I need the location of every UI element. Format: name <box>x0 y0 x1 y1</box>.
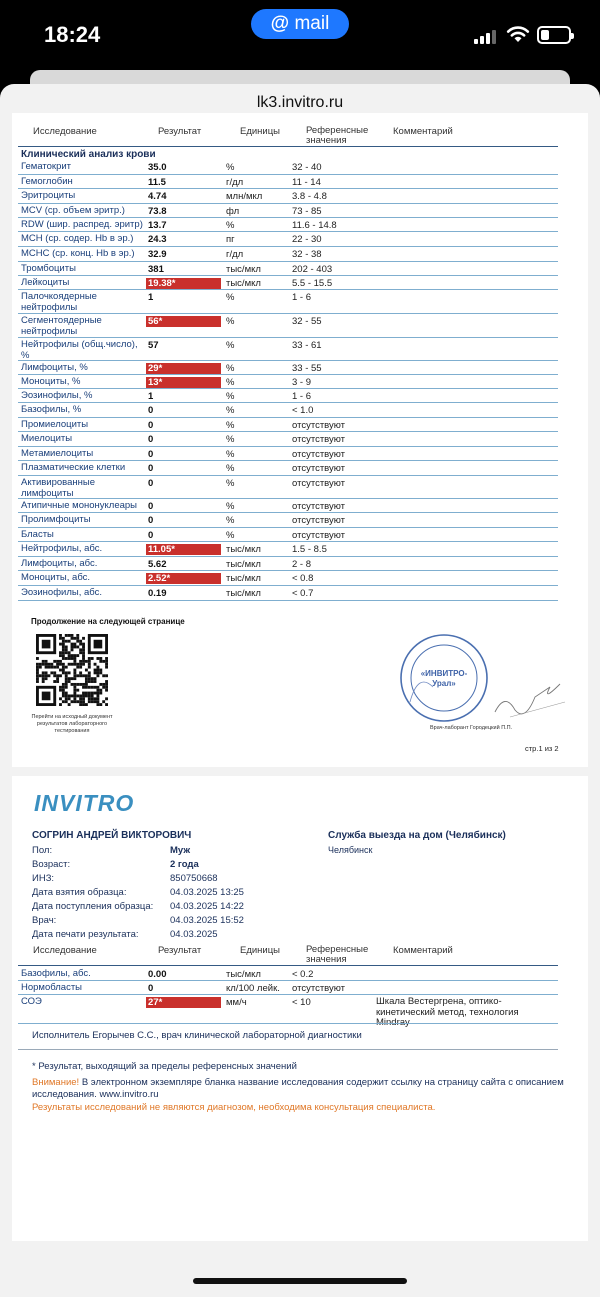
test-result: 73.8 <box>148 206 167 217</box>
test-unit: % <box>226 449 235 460</box>
row-divider <box>18 275 558 276</box>
patient-name: СОГРИН АНДРЕЙ ВИКТОРОВИЧ <box>32 830 192 841</box>
doctor-caption: Врач-лаборант Городецкий П.П. <box>430 725 513 731</box>
test-name[interactable]: Плазматические клетки <box>21 462 126 473</box>
test-reference: 32 - 38 <box>292 249 322 260</box>
row-divider <box>18 431 558 432</box>
row-divider <box>18 1023 558 1024</box>
test-reference: 22 - 30 <box>292 234 322 245</box>
mail-label: mail <box>294 13 330 34</box>
info-label: Возраст: <box>32 859 71 870</box>
test-reference: < 0.8 <box>292 573 314 584</box>
test-unit: % <box>226 162 235 173</box>
test-name[interactable]: Бласты <box>21 529 54 540</box>
test-unit: млн/мкл <box>226 191 263 202</box>
test-unit: % <box>226 363 235 374</box>
test-reference: отсутствуют <box>292 434 346 445</box>
test-unit: г/дл <box>226 249 244 260</box>
warning-text[interactable]: В электронном экземпляре бланка название исследования содержит ссылку на страницу сайта с описанием исследования. www.invitro.ru <box>32 1077 564 1100</box>
test-result: 0 <box>148 449 154 460</box>
test-unit: кл/100 лейк. <box>226 983 280 994</box>
test-result: 0 <box>148 501 154 512</box>
info-label: ИНЗ: <box>32 873 55 884</box>
test-name[interactable]: Атипичные мононуклеары <box>21 500 138 511</box>
test-reference: 11.6 - 14.8 <box>292 220 337 231</box>
test-reference: < 10 <box>292 997 311 1008</box>
footer-divider <box>18 1049 558 1050</box>
invitro-logo: INVITRO <box>34 790 135 816</box>
test-reference: отсутствуют <box>292 501 346 512</box>
test-name[interactable]: MCH (ср. содер. Hb в эр.) <box>21 233 134 244</box>
section-title: Клинический анализ крови <box>21 149 156 160</box>
test-name[interactable]: Нормобласты <box>21 982 83 993</box>
test-reference: отсутствуют <box>292 983 346 994</box>
row-divider <box>18 460 558 461</box>
test-reference: 32 - 40 <box>292 162 322 173</box>
row-divider <box>18 289 558 290</box>
header-study-2: Исследование <box>33 945 97 956</box>
row-divider <box>18 188 558 189</box>
test-unit: % <box>226 405 235 416</box>
test-unit: тыс/мкл <box>226 264 261 275</box>
test-unit: г/дл <box>226 177 244 188</box>
test-reference: 3.8 - 4.8 <box>292 191 327 202</box>
svg-text:«ИНВИТРО-: «ИНВИТРО- <box>420 669 468 678</box>
disclaimer: Результаты исследований не являются диагнозом, необходима консультация специалиста. <box>32 1102 436 1113</box>
test-name[interactable]: Эозинофилы, абс. <box>21 587 102 598</box>
test-result: 0 <box>148 515 154 526</box>
warning-note <box>32 1077 577 1101</box>
header-units-2: Единицы <box>240 945 281 956</box>
info-label: Дата взятия образца: <box>32 887 127 898</box>
row-divider <box>18 570 558 571</box>
test-result: 11.05* <box>146 544 221 555</box>
test-name[interactable]: Пролимфоциты <box>21 514 91 525</box>
test-result: 1 <box>148 292 154 303</box>
header-divider <box>18 146 558 147</box>
test-result: 35.0 <box>148 162 167 173</box>
info-value: 04.03.2025 <box>170 929 218 940</box>
test-name[interactable]: Палочкоядерные нейтрофилы <box>21 291 97 313</box>
test-reference: 33 - 55 <box>292 363 322 374</box>
test-result: 19.38* <box>146 278 221 289</box>
test-result: 0 <box>148 434 154 445</box>
test-result: 5.62 <box>148 559 167 570</box>
test-name[interactable]: Базофилы, абс. <box>21 968 91 979</box>
test-result: 4.74 <box>148 191 167 202</box>
test-unit: % <box>226 434 235 445</box>
row-divider <box>18 217 558 218</box>
test-name[interactable]: Гемоглобин <box>21 176 73 187</box>
footnote: * Результат, выходящий за пределы референсных значений <box>32 1061 297 1072</box>
row-divider <box>18 174 558 175</box>
test-reference: 5.5 - 15.5 <box>292 278 333 289</box>
test-name[interactable]: Лейкоциты <box>21 277 70 288</box>
test-unit: % <box>226 478 235 489</box>
row-divider <box>18 446 558 447</box>
test-name[interactable]: Тромбоциты <box>21 263 76 274</box>
info-value: 04.03.2025 13:25 <box>170 887 244 898</box>
test-reference: < 1.0 <box>292 405 314 416</box>
test-result: 0.00 <box>148 969 167 980</box>
test-result: 11.5 <box>148 177 166 188</box>
row-divider <box>18 475 558 476</box>
row-divider <box>18 556 558 557</box>
test-reference: отсутствуют <box>292 449 346 460</box>
row-divider <box>18 980 558 981</box>
test-reference: отсутствуют <box>292 530 346 541</box>
test-name[interactable]: MCV (ср. объем эритр.) <box>21 205 125 216</box>
row-divider <box>18 231 558 232</box>
header-divider-2 <box>18 965 558 966</box>
test-reference: < 0.7 <box>292 588 314 599</box>
test-comment: Шкала Вестергрена, оптико-кинетический метод, технология <box>376 996 519 1018</box>
test-name[interactable]: Базофилы, % <box>21 404 82 415</box>
test-result: 0.19 <box>148 588 167 599</box>
test-name[interactable]: Метамиелоциты <box>21 448 94 459</box>
test-unit: пг <box>226 234 235 245</box>
mail-app-pill[interactable] <box>251 9 349 39</box>
row-divider <box>18 417 558 418</box>
header-units: Единицы <box>240 126 281 137</box>
test-unit: % <box>226 220 235 231</box>
test-result: 57 <box>148 340 159 351</box>
row-divider <box>18 374 558 375</box>
test-reference: 33 - 61 <box>292 340 322 351</box>
wifi-icon <box>506 25 530 43</box>
test-name[interactable]: RDW (шир. распред. эритр) <box>21 219 143 230</box>
test-result: 0 <box>148 420 154 431</box>
lab-stamp-icon <box>398 632 490 724</box>
test-result: 13.7 <box>148 220 167 231</box>
battery-icon <box>537 26 571 44</box>
test-name[interactable]: Нейтрофилы (общ.число), % <box>21 339 138 361</box>
row-divider <box>18 585 558 586</box>
test-unit: фл <box>226 206 240 217</box>
row-divider <box>18 402 558 403</box>
test-name[interactable]: Эозинофилы, % <box>21 390 93 401</box>
test-result: 24.3 <box>148 234 167 245</box>
home-indicator[interactable] <box>193 1278 407 1284</box>
info-label: Дата поступления образца: <box>32 901 154 912</box>
test-unit: тыс/мкл <box>226 278 261 289</box>
test-result: 29* <box>146 363 221 374</box>
test-unit: % <box>226 530 235 541</box>
header-study: Исследование <box>33 126 97 137</box>
test-result: 27* <box>146 997 221 1008</box>
row-divider <box>18 388 558 389</box>
info-value: 2 года <box>170 859 199 870</box>
test-reference: < 0.2 <box>292 969 314 980</box>
test-unit: % <box>226 377 235 388</box>
test-unit: % <box>226 515 235 526</box>
info-value: 850750668 <box>170 873 218 884</box>
info-value: 04.03.2025 15:52 <box>170 915 244 926</box>
test-result: 381 <box>148 264 164 275</box>
test-result: 2.52* <box>146 573 221 584</box>
test-unit: % <box>226 391 235 402</box>
test-unit: % <box>226 420 235 431</box>
header-result: Результат <box>158 126 202 137</box>
test-name[interactable]: Моноциты, % <box>21 376 81 387</box>
test-result: 1 <box>148 391 154 402</box>
header-reference-2: Референсные значения <box>306 944 369 965</box>
row-divider <box>18 512 558 513</box>
executor-line: Исполнитель Егорычев С.С., врач клинической лабораторной диагностики <box>32 1030 362 1041</box>
test-unit: тыс/мкл <box>226 559 261 570</box>
test-unit: тыс/мкл <box>226 969 261 980</box>
test-reference: 11 - 14 <box>292 177 321 188</box>
test-unit: тыс/мкл <box>226 544 261 555</box>
row-divider <box>18 313 558 314</box>
header-result-2: Результат <box>158 945 202 956</box>
url-label[interactable]: lk3.invitro.ru <box>256 94 344 111</box>
row-divider <box>18 261 558 262</box>
header-reference: Референсные значения <box>306 125 369 146</box>
row-divider <box>18 203 558 204</box>
test-reference: 1 - 6 <box>292 292 312 303</box>
test-reference: отсутствуют <box>292 420 346 431</box>
test-reference: отсутствуют <box>292 463 346 474</box>
info-label: Дата печати результата: <box>32 929 139 940</box>
test-reference: 1 - 6 <box>292 391 312 402</box>
header-comment-2: Комментарий <box>393 945 453 956</box>
test-name[interactable]: Сегментоядерные нейтрофилы <box>21 315 102 337</box>
at-icon: @ <box>270 13 290 34</box>
test-result: 32.9 <box>148 249 167 260</box>
test-result: 56* <box>146 316 221 327</box>
signature-icon <box>490 672 570 722</box>
test-name[interactable]: Гематокрит <box>21 161 72 172</box>
test-name[interactable]: СОЭ <box>21 996 42 1007</box>
svg-text:Урал»: Урал» <box>432 679 456 688</box>
row-divider <box>18 360 558 361</box>
qr-code-icon[interactable] <box>36 634 108 706</box>
test-name[interactable]: Активированные лимфоциты <box>21 477 96 499</box>
test-result: 0 <box>148 463 154 474</box>
row-divider <box>18 541 558 542</box>
header-comment: Комментарий <box>393 126 453 137</box>
test-name[interactable]: Моноциты, абс. <box>21 572 91 583</box>
test-unit: мм/ч <box>226 997 247 1008</box>
test-unit: тыс/мкл <box>226 573 261 584</box>
test-name[interactable]: Нейтрофилы, абс. <box>21 543 103 554</box>
service-name: Служба выезда на дом (Челябинск) <box>328 830 506 841</box>
continuation-note: Продолжение на следующей странице <box>31 617 185 626</box>
test-reference: отсутствуют <box>292 515 346 526</box>
test-reference: 2 - 8 <box>292 559 312 570</box>
info-value: Муж <box>170 845 191 856</box>
info-label: Врач: <box>32 915 57 926</box>
test-unit: % <box>226 316 235 327</box>
row-divider <box>18 994 558 995</box>
warning-label: Внимание! <box>32 1077 80 1088</box>
test-reference: 202 - 403 <box>292 264 333 275</box>
test-unit: % <box>226 340 235 351</box>
test-result: 0 <box>148 530 154 541</box>
clock: 18:24 <box>44 22 101 47</box>
test-result: 13* <box>146 377 221 388</box>
test-unit: % <box>226 501 235 512</box>
test-name[interactable]: Промиелоциты <box>21 419 89 430</box>
row-divider <box>18 337 558 338</box>
test-unit: тыс/мкл <box>226 588 261 599</box>
test-result: 0 <box>148 405 154 416</box>
signal-icon <box>474 28 496 44</box>
row-divider <box>18 498 558 499</box>
test-name[interactable]: MCHC (ср. конц. Hb в эр.) <box>21 248 135 259</box>
test-name[interactable]: Лимфоциты, % <box>21 362 88 373</box>
page-number: стр.1 из 2 <box>525 744 559 753</box>
test-name[interactable]: Миелоциты <box>21 433 73 444</box>
info-label: Пол: <box>32 845 53 856</box>
row-divider <box>18 600 558 601</box>
test-reference: 73 - 85 <box>292 206 322 217</box>
test-unit: % <box>226 463 235 474</box>
test-name[interactable]: Лимфоциты, абс. <box>21 558 98 569</box>
status-bar <box>0 0 600 70</box>
test-unit: % <box>226 292 235 303</box>
test-reference: 32 - 55 <box>292 316 322 327</box>
test-result: 0 <box>148 983 154 994</box>
info-value: 04.03.2025 14:22 <box>170 901 244 912</box>
qr-caption: Перейти на исходный документ результатов лабораторного тестирования <box>31 714 113 734</box>
row-divider <box>18 527 558 528</box>
test-result: 0 <box>148 478 154 489</box>
row-divider <box>18 246 558 247</box>
test-reference: 1.5 - 8.5 <box>292 544 327 555</box>
test-reference: отсутствуют <box>292 478 346 489</box>
city-name: Челябинск <box>328 845 373 855</box>
test-reference: 3 - 9 <box>292 377 312 388</box>
test-name[interactable]: Эритроциты <box>21 190 76 201</box>
